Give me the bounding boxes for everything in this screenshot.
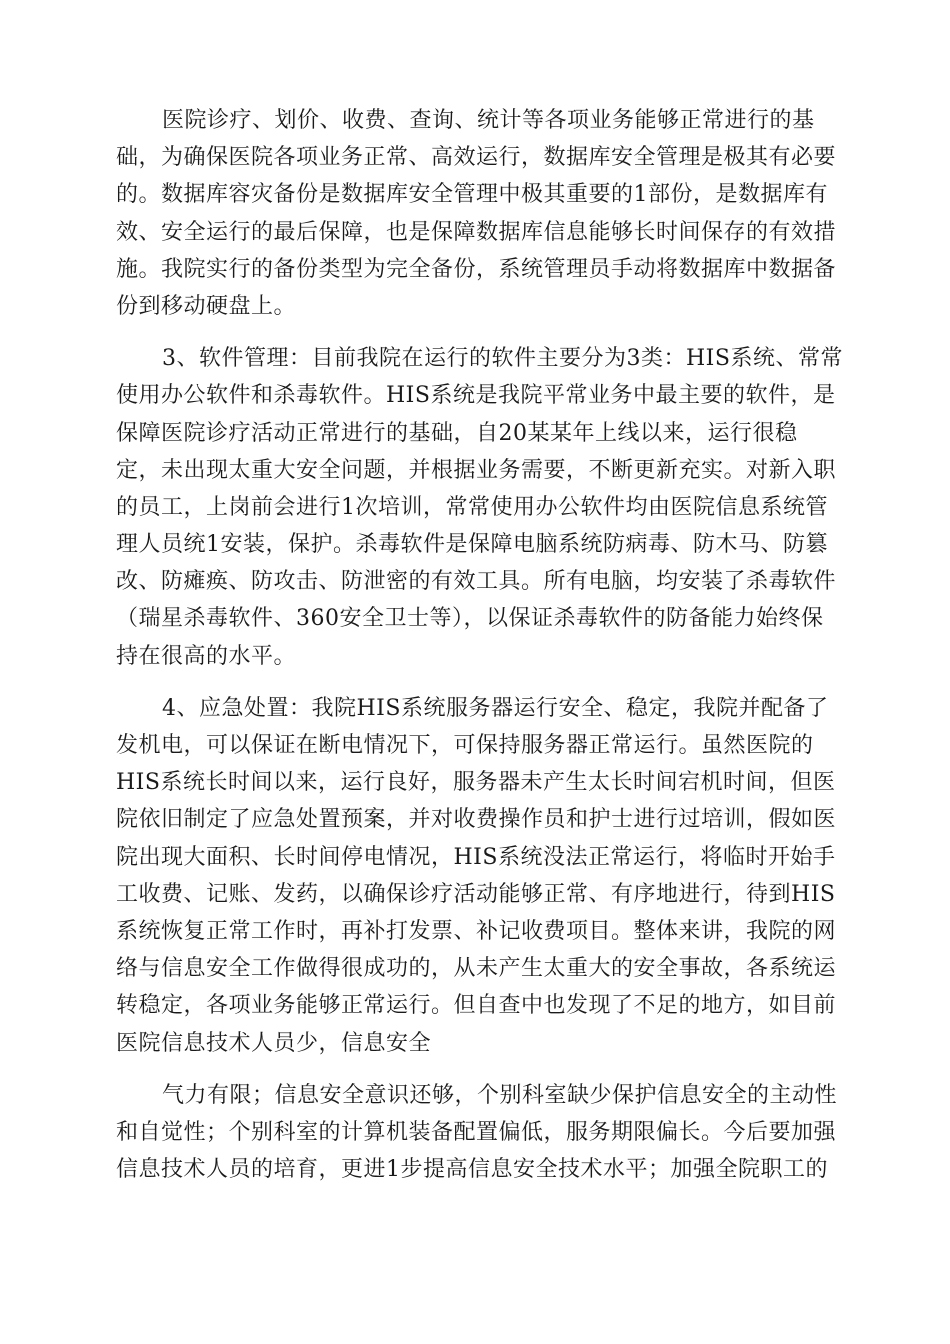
text-line: 定，未出现太重大安全问题，并根据业务需要，不断更新充实。对新入职 (116, 457, 837, 483)
paragraph-database-backup (116, 102, 837, 325)
text-line: 使用办公软件和杀毒软件。HIS系统是我院平常业务中最主要的软件，是 (116, 383, 836, 409)
text-line: 和自觉性；个别科室的计算机装备配置偏低，服务期限偏长。今后要加强 (116, 1119, 837, 1145)
document-body (116, 102, 843, 1203)
text-line: 施。我院实行的备份类型为完全备份，系统管理员手动将数据库中数据备 (116, 256, 837, 282)
text-line: 络与信息安全工作做得很成功的，从未产生太重大的安全事故，各系统运 (116, 956, 837, 982)
text-line: （瑞星杀毒软件、360安全卫士等），以保证杀毒软件的防备能力始终保 (116, 606, 824, 632)
text-line: 医院信息技术人员少，信息安全 (116, 1030, 432, 1056)
text-line: HIS系统长时间以来，运行良好，服务器未产生太长时间宕机时间，但医 (116, 770, 836, 796)
paragraph-emergency-response (116, 690, 837, 1062)
text-line: 份到移动硬盘上。 (116, 293, 297, 319)
text-line: 工收费、记账、发药，以确保诊疗活动能够正常、有序地进行，待到HIS (116, 881, 836, 907)
text-line: 系统恢复正常工作时，再补打发票、补记收费项目。整体来讲，我院的网 (116, 918, 837, 944)
text-line: 3、软件管理：目前我院在运行的软件主要分为3类：HIS系统、常常 (162, 346, 843, 372)
text-line: 础，为确保医院各项业务正常、高效运行，数据库安全管理是极其有必要 (116, 145, 837, 171)
text-line: 的员工，上岗前会进行1次培训，常常使用办公软件均由医院信息系统管 (116, 494, 828, 520)
text-line: 改、防瘫痪、防攻击、防泄密的有效工具。所有电脑，均安装了杀毒软件 (116, 569, 837, 595)
text-line: 气力有限；信息安全意识还够，个别科室缺少保护信息安全的主动性 (162, 1082, 838, 1108)
text-line: 持在很高的水平。 (116, 643, 297, 669)
text-line: 医院诊疗、划价、收费、查询、统计等各项业务能够正常进行的基 (162, 108, 815, 133)
text-line: 4、应急处置：我院HIS系统服务器运行安全、稳定，我院并配备了 (162, 695, 829, 721)
text-line: 效、安全运行的最后保障，也是保障数据库信息能够长时间保存的有效措 (116, 219, 837, 245)
text-line: 保障医院诊疗活动正常进行的基础，自20某某年上线以来，运行很稳 (116, 420, 798, 446)
text-line: 信息技术人员的培育，更进1步提高信息安全技术水平；加强全院职工的 (116, 1157, 828, 1183)
text-line: 的。数据库容灾备份是数据库安全管理中极其重要的1部份，是数据库有 (116, 182, 828, 208)
text-line: 理人员统1安装，保护。杀毒软件是保障电脑系统防病毒、防木马、防篡 (116, 532, 828, 558)
paragraph-software-management (116, 340, 843, 675)
paragraph-improvements (116, 1077, 838, 1189)
text-line: 转稳定，各项业务能够正常运行。但自查中也发现了不足的地方，如目前 (116, 993, 837, 1019)
text-line: 院出现大面积、长时间停电情况，HIS系统没法正常运行，将临时开始手 (116, 844, 836, 870)
text-line: 发机电，可以保证在断电情况下，可保持服务器正常运行。虽然医院的 (116, 733, 814, 758)
text-line: 院依旧制定了应急处置预案，并对收费操作员和护士进行过培训，假如医 (116, 807, 837, 833)
